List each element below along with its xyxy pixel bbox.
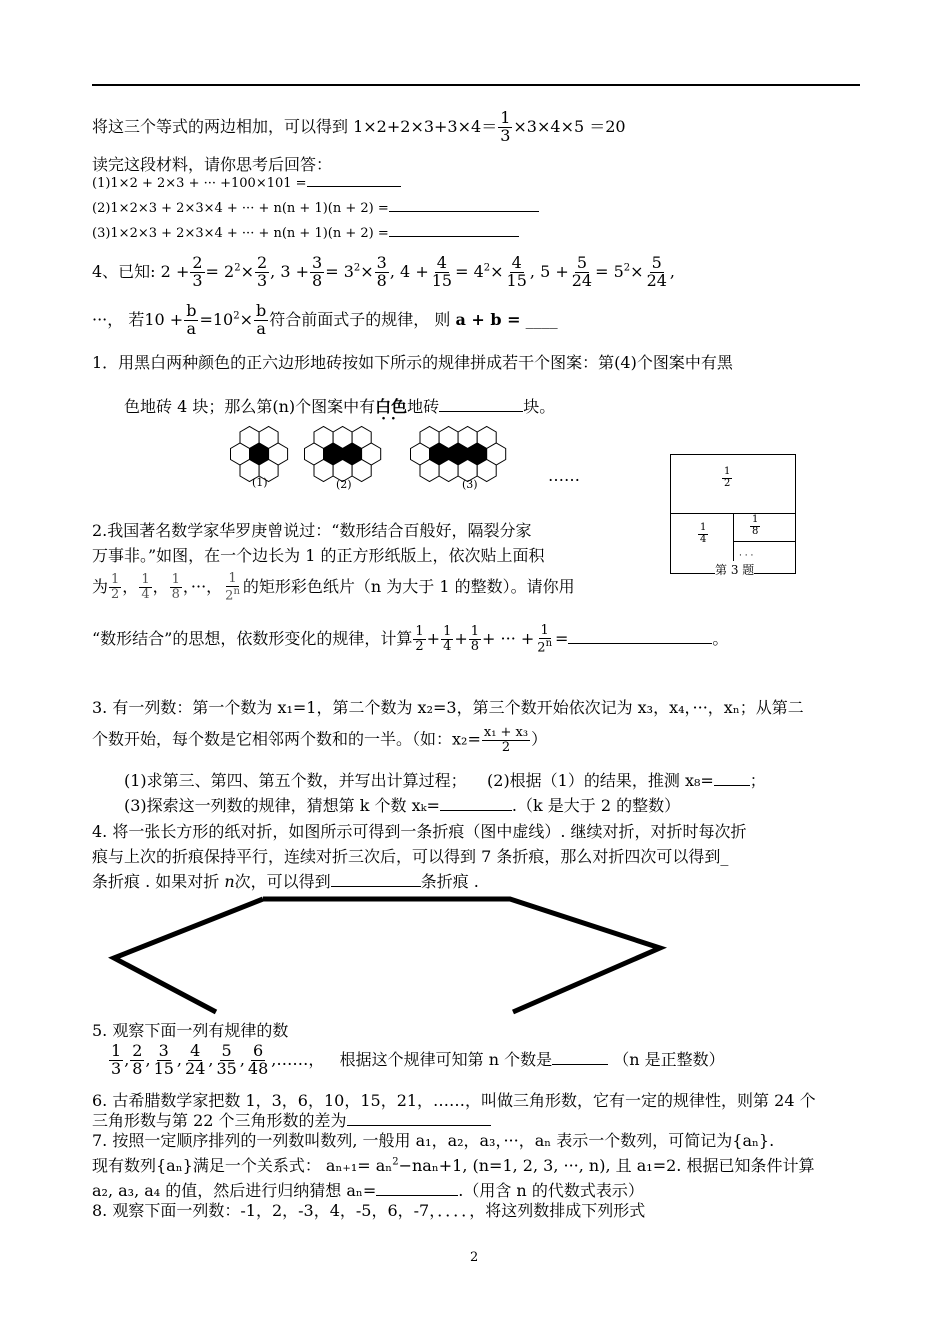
sub-question-1: (1)1×2 + 2×3 + ··· +100×101 = <box>92 176 401 191</box>
q1-tiles-line1: 1．用黑白两种颜色的正六边形地砖按如下所示的规律拼成若干个图案：第(4)个图案中有黑 <box>92 353 733 372</box>
q2-line1: 2.我国著名数学家华罗庚曾说过：“数形结合百般好，隔裂分家 <box>92 521 532 540</box>
q4-term-3: 4 + $\frac{4}{15}$ = $4^2\times$ $\frac{4}{15}$ , <box>400 253 535 290</box>
q4-term-2: 3 + $\frac{3}{8}$ = $3^2\times$ $\frac{3}{8}$ , <box>280 253 395 290</box>
q4-known-line: 4、已知: 2 + $\frac{2}{3}$ = $2^2\times$ $\frac{2}{3}$ , 3 + $\frac{3}{8}$ = $3^2\times$ $\frac{3}{8}$ , 4 + $\frac{4}{15}$ = $4^2\times$ $\frac{4}{15}$ , 5 + $\frac{5}{24}$ = $5^2\times$ $\frac{5}{24}$ , <box>92 253 676 290</box>
white-hexagon-tile <box>352 460 371 482</box>
page-number: 2 <box>470 1250 479 1265</box>
intro-sum-line: 将这三个等式的两边相加，可以得到 1×2+2×3+3×4＝ $\frac{1}{3}$ ×3×4×5 ＝20 <box>92 108 626 145</box>
q4-fold-line2: 痕与上次的折痕保持平行，连续对折三次后，可以得到 7 条折痕，那么对折四次可以得到_ <box>92 847 729 866</box>
q3-line1: 3. 有一列数：第一个数为 x₁=1，第二个数为 x₂=3，第三个数开始依次记为 x₃，x₄，···，xₙ；从第二 <box>92 698 804 717</box>
square-figure <box>670 454 796 577</box>
read-prompt: 读完这段材料，请你思考后回答： <box>92 155 333 174</box>
q6-line2: 三角形数与第 22 个三角形数的差为 <box>92 1108 491 1131</box>
q5-line2: $\frac{1}{3}$ , $\frac{2}{8}$ , $\frac{3}{15}$ , $\frac{4}{24}$ , $\frac{5}{35}$ , $\frac{6}{48}$ ,……， 根据这个规律可知第 n 个数是 （n 是正整数） <box>111 1041 725 1078</box>
q5-line1: 5. 观察下面一列有规律的数 <box>92 1021 289 1040</box>
pattern-ellipsis: …… <box>548 466 580 485</box>
white-hexagon-tile <box>420 460 439 482</box>
q3-line4: (3)探索这一列数的规律，猜想第 k 个数 xₖ= .（k 是大于 2 的整数） <box>124 796 681 815</box>
q8-line1: 8. 观察下面一列数：-1，2，-3，4，-5，6，-7，．．．．，将这列数排成下列形式 <box>92 1201 646 1220</box>
square-top-fraction: $\frac{1}{2}$ <box>724 466 731 489</box>
q1-tiles-line2: 色地砖 4 块；那么第(n)个图案中有白色 · ·地砖 块。 <box>124 394 555 417</box>
pattern-label-1: (1) <box>252 476 268 489</box>
q4-term-1: 2 + $\frac{2}{3}$ = $2^2\times$ $\frac{2}{3}$ , <box>160 253 276 290</box>
q7-line1: 7. 按照一定顺序排列的一列数叫数列, 一般用 a₁，a₂，a₃，···，aₙ 表示一个数列，可简记为{aₙ}. <box>92 1131 775 1150</box>
sub-question-2: (2)1×2×3 + 2×3×4 + ··· + n(n + 1)(n + 2) = <box>92 201 539 216</box>
white-hexagon-tile <box>314 460 333 482</box>
square-dots: · · · <box>739 551 754 561</box>
q3-line3: (1)求第三、第四、第五个数，并写出计算过程； (2)根据（1）的结果，推测 x₈= ； <box>124 771 766 790</box>
q4-fold-line3: 条折痕 . 如果对折 n次，可以得到 条折痕 . <box>92 872 479 891</box>
white-hexagon-tile <box>439 460 458 482</box>
q3-line2: 个数开始，每个数是它相邻两个数和的一半。（如：x₂= $\frac{\text{x₁ + x₃}}{2}$ ） <box>92 725 548 755</box>
q7-line2: 现有数列{aₙ}满足一个关系式： aₙ₊₁= aₙ$^2$−naₙ+1, (n=1, 2, 3, ···, n), 且 a₁=2. 根据已知条件计算 <box>92 1156 815 1175</box>
square-caption: 第 3 题 <box>715 563 755 577</box>
q2-line4: “数形结合”的思想，依数形变化的规律，计算 $\frac{1}{2}$ + $\frac{1}{4}$ + $\frac{1}{8}$ + ··· + $\frac{1}{2^n}$ = 。 <box>92 623 729 655</box>
square-right-fraction: $\frac{1}{8}$ <box>752 514 759 537</box>
pattern-label-2: (2) <box>336 478 352 491</box>
q6-line1: 6. 古希腊数学家把数 1，3，6，10，15，21，……，叫做三角形数，它有一定的规律性，则第 24 个 <box>92 1091 816 1110</box>
folded-paper-figure <box>108 896 668 1018</box>
hexagon-patterns-figure <box>228 422 538 492</box>
q4-fold-line1: 4. 将一张长方形的纸对折，如图所示可得到一条折痕（图中虚线）. 继续对折，对折时每次折 <box>92 822 747 841</box>
header-rule <box>92 84 860 86</box>
q4-condition-line: ···， 若10 + $\frac{b}{a}$ $=10^2\times$ $\frac{b}{a}$ 符合前面式子的规律， 则 a + b = ____ <box>92 301 558 338</box>
q7-line3: a₂, a₃, a₄ 的值，然后进行归纳猜想 aₙ= .（用含 n 的代数式表示） <box>92 1181 644 1200</box>
q4-term-4: 5 + $\frac{5}{24}$ = $5^2\times$ $\frac{5}{24}$ , <box>540 253 676 290</box>
q2-line2: 万事非。”如图，在一个边长为 1 的正方形纸版上，依次贴上面积 <box>92 546 545 565</box>
white-hexagon-tile <box>477 460 496 482</box>
sub-question-3: (3)1×2×3 + 2×3×4 + ··· + n(n + 1)(n + 2) = <box>92 226 519 241</box>
square-left-fraction: $\frac{1}{4}$ <box>700 522 707 545</box>
pattern-label-3: (3) <box>462 478 478 491</box>
q2-line3: 为 $\frac{1}{2}$ ， $\frac{1}{4}$ ， $\frac{1}{8}$ ，···， $\frac{1}{2^n}$ 的矩形彩色纸片（n 为大于 1 的整数）。请你用 <box>92 571 575 603</box>
emphasis-white: 白色 · · <box>375 397 407 416</box>
